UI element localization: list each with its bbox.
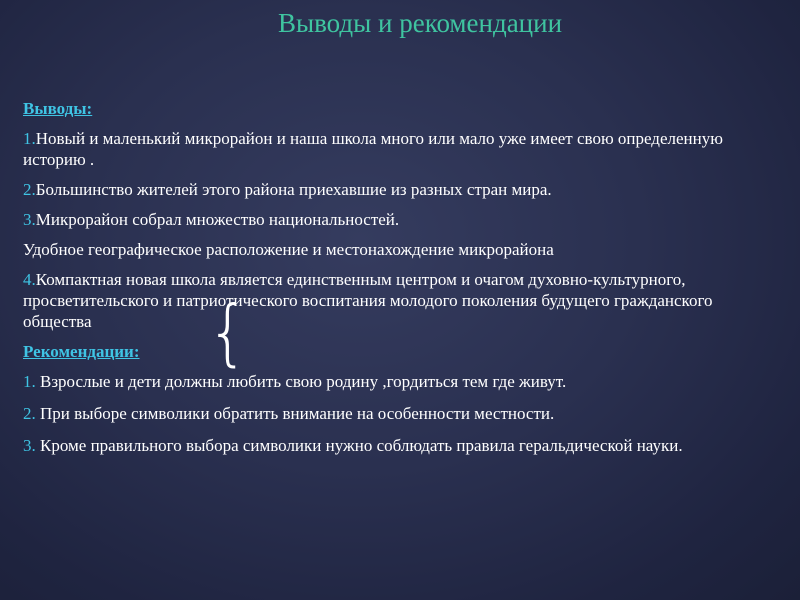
conclusion-item-4 [23, 269, 773, 332]
conclusion-item-3 [23, 209, 773, 230]
conclusion-text: Новый и маленький микрорайон и наша школа много или мало уже имеет свою определенную историю . [23, 129, 723, 169]
conclusion-number: 1. [23, 129, 36, 148]
slide-title: Выводы и рекомендации [277, 8, 563, 38]
conclusion-text: Удобное географическое расположение и местонахождение микрорайона [23, 240, 554, 259]
recommendation-number: 1. [23, 372, 36, 391]
recommendations-heading: Рекомендации: [23, 342, 140, 361]
conclusions-heading: Выводы: [23, 99, 93, 118]
conclusion-number: 3. [23, 210, 36, 229]
conclusion-item-1 [23, 128, 773, 170]
recommendation-text: Кроме правильного выбора символики нужно соблюдать правила геральдической науки. [35, 436, 683, 455]
curly-brace-decoration: { [207, 290, 249, 374]
conclusion-item-extra [23, 239, 773, 260]
recommendation-text: Взрослые и дети должны любить свою родину ,гордиться тем где живут. [35, 372, 567, 391]
conclusion-number: 2. [23, 180, 36, 199]
conclusion-item-2 [23, 179, 773, 200]
recommendation-text: При выборе символики обратить внимание на особенности местности. [35, 404, 555, 423]
recommendation-item-2 [23, 403, 773, 424]
recommendation-number: 2. [23, 404, 36, 423]
conclusion-number: 4. [23, 270, 36, 289]
slide-body [23, 98, 773, 456]
conclusion-text: Компактная новая школа является единственным центром и очагом духовно-культурного, просветительского и патриотического воспитания молодого поколения будущего гражданского общества [23, 270, 713, 331]
recommendation-item-1 [23, 371, 773, 392]
recommendation-item-3 [23, 435, 773, 456]
conclusion-text: Большинство жителей этого района приехавшие из разных стран мира. [35, 180, 552, 199]
recommendation-number: 3. [23, 436, 36, 455]
conclusion-text: Микрорайон собрал множество национальностей. [35, 210, 400, 229]
